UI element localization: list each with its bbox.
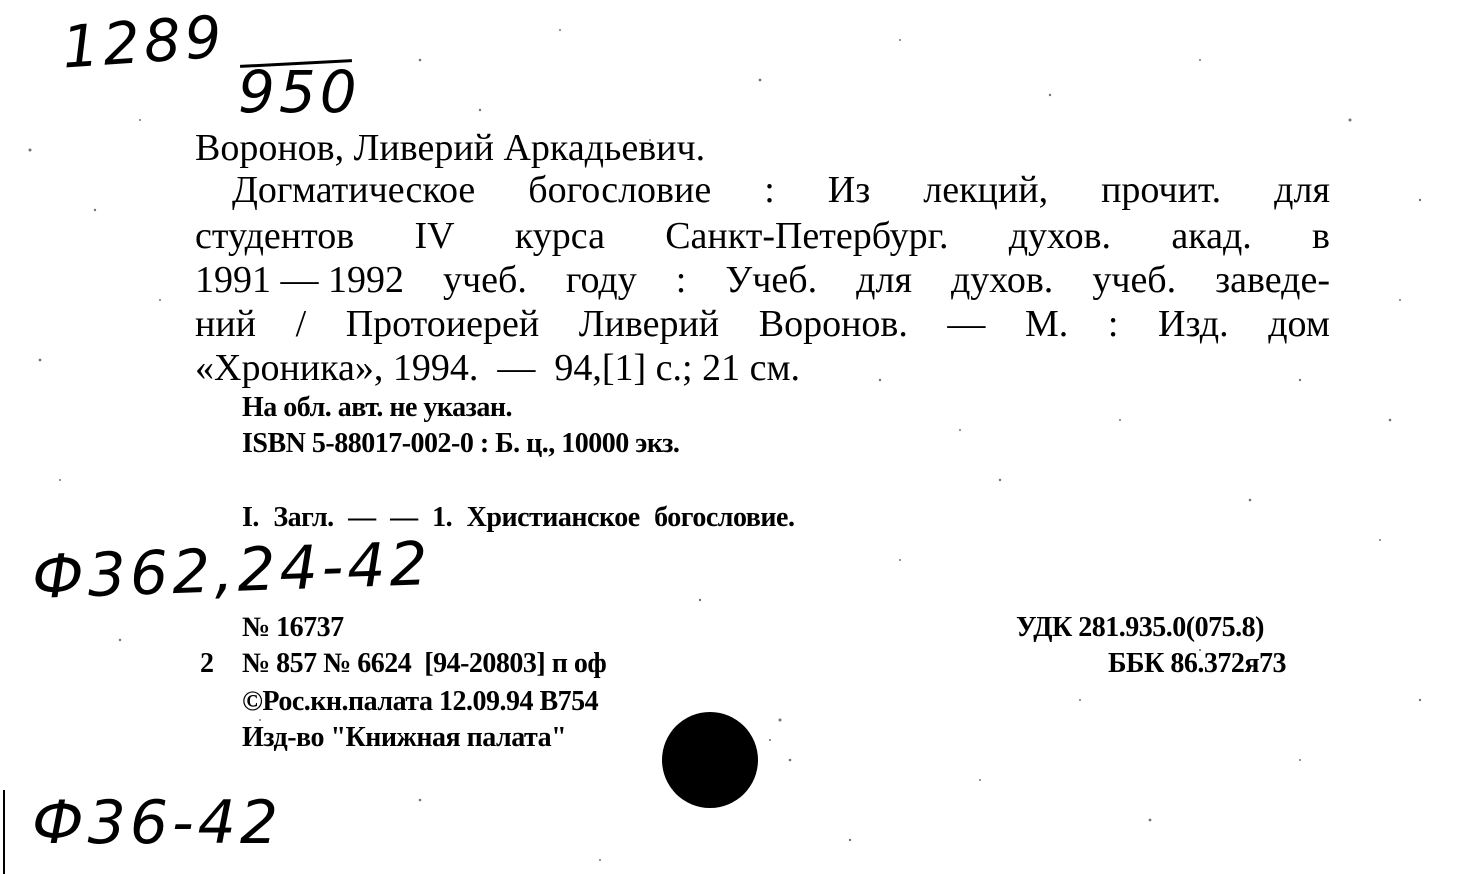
title-word: Протоиерей [345,303,540,345]
title-word: 1991 — 1992 [195,259,404,301]
title-line-3 [195,258,1330,302]
handwritten-inventory-sub: 950 [238,58,361,126]
title-word: году [565,259,637,301]
order-prefix: 2 [200,648,214,679]
title-word: курса [514,215,605,257]
title-word: прочит. [1101,169,1222,211]
punch-hole [662,712,758,808]
title-word: ний [195,303,257,345]
title-word: Догматическое [232,169,476,211]
order-line: № 857 № 6624 [94-20803] п оф [242,648,607,679]
bbk-code: ББК 86.372я73 [1108,648,1286,679]
author-heading: Воронов, Ливерий Аркадьевич. [195,127,706,169]
title-word: студентов [195,215,355,257]
title-word: в [1312,215,1330,257]
note-line: На обл. авт. не указан. [242,392,513,423]
tracings-line: I. Загл. — — 1. Христианское богословие. [242,502,795,533]
title-word: Санкт-Петербург. [665,215,949,257]
title-word: IV [414,215,455,257]
title-word: для [1274,169,1330,211]
title-word: / [295,303,307,345]
publisher-line: Изд-во "Книжная палата" [242,722,567,753]
title-word: духов. [950,259,1054,301]
handwritten-inventory-number: 1289 [59,2,228,82]
title-word: учеб. [1092,259,1177,301]
title-line-2 [195,214,1330,258]
title-line-1 [232,168,1330,212]
title-word: М. [1025,303,1069,345]
udk-code: УДК 281.935.0(075.8) [1016,612,1264,643]
title-word: дом [1268,303,1330,345]
title-word: лекций, [923,169,1049,211]
imprint-line: «Хроника», 1994. — 94,[1] с.; 21 см. [195,347,801,389]
title-word: богословие [528,169,712,211]
copyright-line: ©Рос.кн.палата 12.09.94 В754 [242,686,599,717]
title-word: Ливерий [578,303,720,345]
handwritten-class-mark-1: Ф362,24-42 [30,529,433,613]
title-word: — [947,303,986,345]
title-word: Из [827,169,871,211]
title-word: : [1107,303,1119,345]
title-word: : [764,169,775,211]
title-word: Воронов. [758,303,908,345]
title-word: Учеб. [725,259,818,301]
title-word: : [675,259,687,301]
isbn-line: ISBN 5-88017-002-0 : Б. ц., 10000 экз. [242,428,680,459]
title-word: для [856,259,912,301]
title-word: акад. [1171,215,1252,257]
title-word: духов. [1008,215,1112,257]
title-word: учеб. [443,259,527,301]
title-line-4 [195,302,1330,346]
title-word: Изд. [1158,303,1229,345]
title-word: заведе- [1215,259,1330,301]
handwritten-class-mark-2: Ф36-42 [32,788,282,858]
card-number: № 16737 [242,612,344,643]
